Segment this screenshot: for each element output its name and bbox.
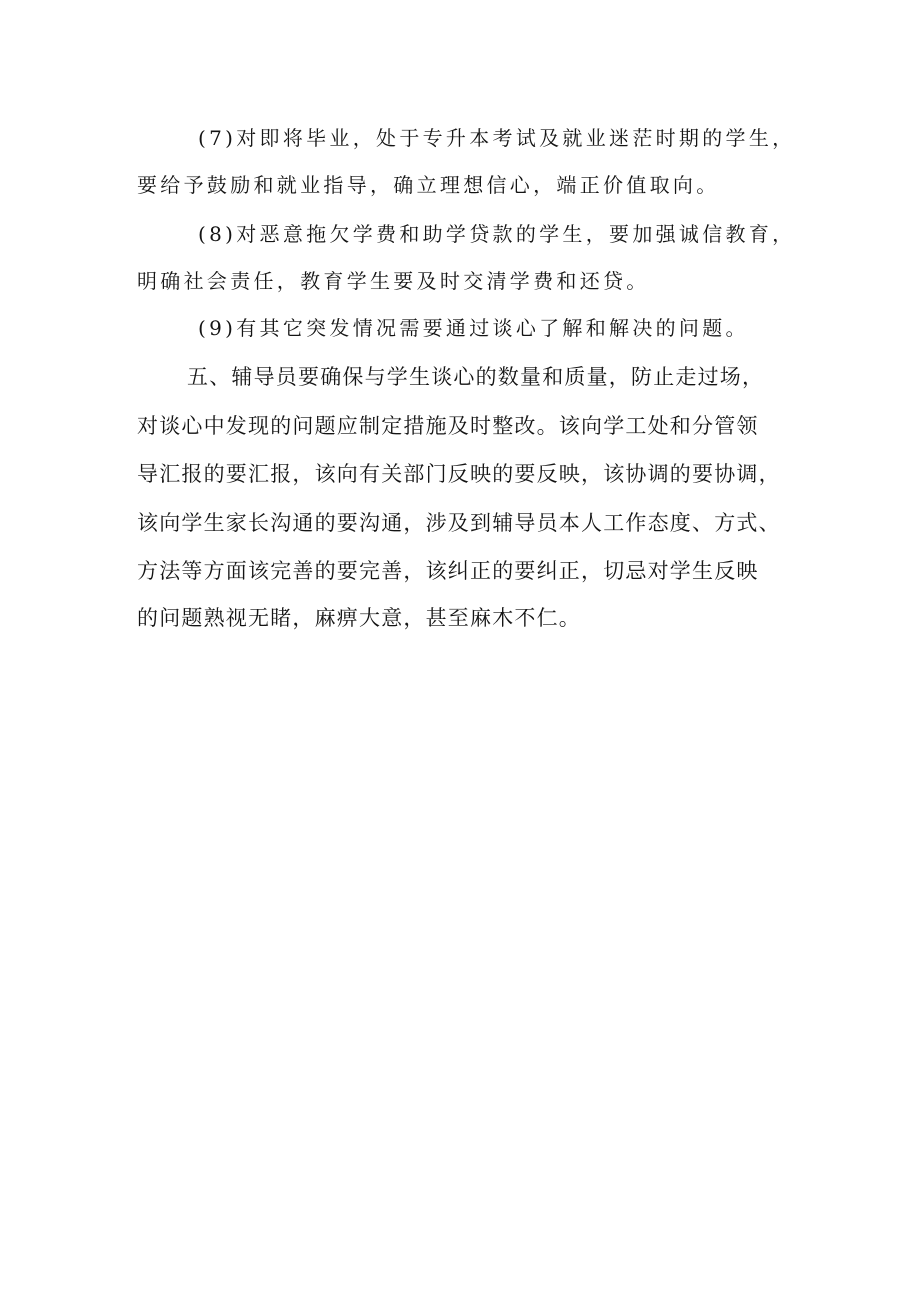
section-5-line-2: 对谈心中发现的问题应制定措施及时整改。该向学工处和分管领 xyxy=(137,414,759,438)
section-5-line-1: 五、辅导员要确保与学生谈心的数量和质量，防止走过场， xyxy=(187,365,765,389)
item-7-line-2: 要给予鼓励和就业指导，确立理想信心，端正价值取向。 xyxy=(137,173,720,197)
section-5-line-5: 方法等方面该完善的要完善，该纠正的要纠正，切忌对学生反映 xyxy=(137,559,759,583)
section-5-line-3: 导汇报的要汇报，该向有关部门反映的要反映，该协调的要协调， xyxy=(137,462,781,486)
section-5-line-6: 的问题熟视无睹，麻痹大意，甚至麻木不仁。 xyxy=(137,606,581,630)
section-5-line-4: 该向学生家长沟通的要沟通，涉及到辅导员本人工作态度、方式、 xyxy=(137,511,781,535)
item-8-line-1: (8)对恶意拖欠学费和助学贷款的学生，要加强诚信教育， xyxy=(198,222,796,246)
item-8-line-2: 明确社会责任，教育学生要及时交清学费和还贷。 xyxy=(137,269,650,293)
item-9-line-1: (9)有其它突发情况需要通过谈心了解和解决的问题。 xyxy=(198,316,749,340)
item-7-line-1: (7)对即将毕业，处于专升本考试及就业迷茫时期的学生， xyxy=(198,126,796,150)
